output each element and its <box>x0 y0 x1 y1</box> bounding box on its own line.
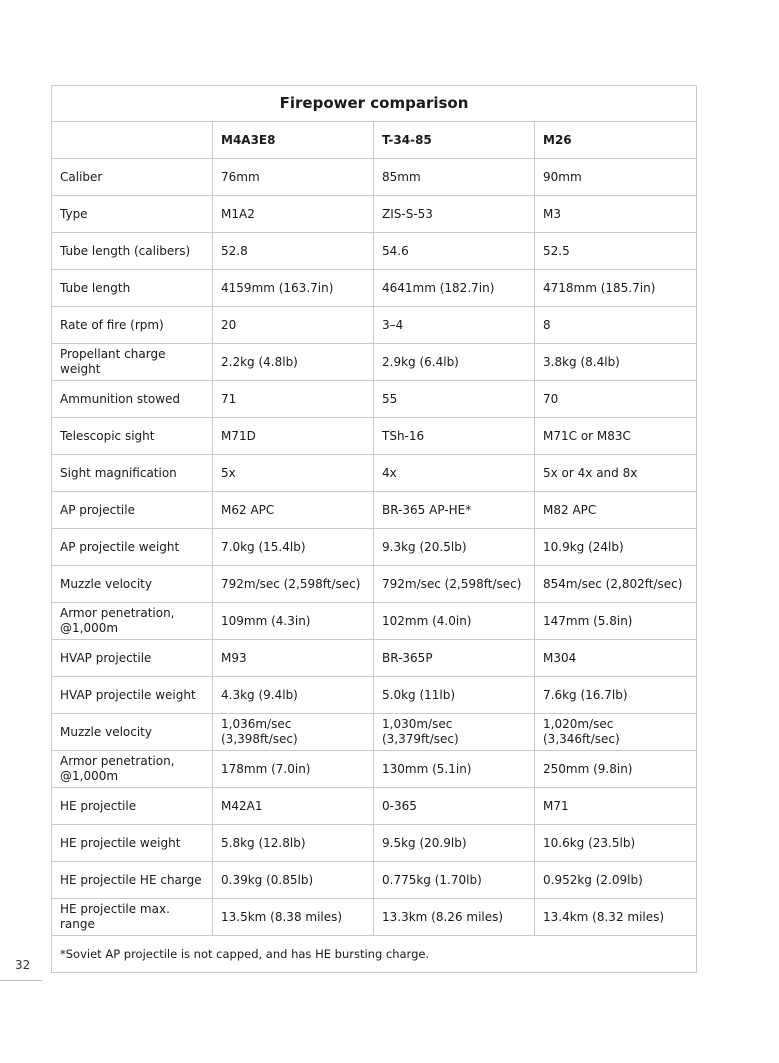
table-row <box>52 196 697 233</box>
column-header-m26: M26 <box>535 122 697 159</box>
row-label-cell: HE projectile max. range <box>52 899 213 936</box>
value-cell: 5x <box>213 455 374 492</box>
value-cell: 71 <box>213 381 374 418</box>
table-row <box>52 862 697 899</box>
value-cell: M71C or M83C <box>535 418 697 455</box>
value-cell: 13.5km (8.38 miles) <box>213 899 374 936</box>
value-cell: 4x <box>374 455 535 492</box>
value-cell: M1A2 <box>213 196 374 233</box>
value-cell: 85mm <box>374 159 535 196</box>
value-cell: 52.8 <box>213 233 374 270</box>
row-label-cell: Type <box>52 196 213 233</box>
footnote: *Soviet AP projectile is not capped, and has HE bursting charge. <box>52 936 697 973</box>
value-cell: 178mm (7.0in) <box>213 751 374 788</box>
page-number-rule <box>0 980 42 981</box>
table-row <box>52 307 697 344</box>
value-cell: 3.8kg (8.4lb) <box>535 344 697 381</box>
value-cell: 20 <box>213 307 374 344</box>
table-row <box>52 529 697 566</box>
row-label-cell: AP projectile weight <box>52 529 213 566</box>
value-cell: 102mm (4.0in) <box>374 603 535 640</box>
value-cell: 0-365 <box>374 788 535 825</box>
table-row <box>52 492 697 529</box>
value-cell: 1,020m/sec (3,346ft/sec) <box>535 714 697 751</box>
table-row <box>52 159 697 196</box>
table-row <box>52 270 697 307</box>
row-label-cell: Rate of fire (rpm) <box>52 307 213 344</box>
table-row <box>52 381 697 418</box>
row-label-cell: Armor penetration, @1,000m <box>52 603 213 640</box>
table-body <box>52 159 697 936</box>
table-row <box>52 566 697 603</box>
table-row <box>52 640 697 677</box>
value-cell: 5.0kg (11lb) <box>374 677 535 714</box>
row-label-cell: Telescopic sight <box>52 418 213 455</box>
value-cell: 250mm (9.8in) <box>535 751 697 788</box>
value-cell: 3–4 <box>374 307 535 344</box>
value-cell: 55 <box>374 381 535 418</box>
value-cell: M71 <box>535 788 697 825</box>
table-row <box>52 825 697 862</box>
value-cell: 4.3kg (9.4lb) <box>213 677 374 714</box>
value-cell: 10.6kg (23.5lb) <box>535 825 697 862</box>
row-label-cell: HE projectile <box>52 788 213 825</box>
value-cell: 5.8kg (12.8lb) <box>213 825 374 862</box>
value-cell: BR-365P <box>374 640 535 677</box>
row-label-cell: Muzzle velocity <box>52 566 213 603</box>
value-cell: 0.775kg (1.70lb) <box>374 862 535 899</box>
value-cell: 9.3kg (20.5lb) <box>374 529 535 566</box>
row-label-cell: Tube length (calibers) <box>52 233 213 270</box>
value-cell: ZIS-S-53 <box>374 196 535 233</box>
value-cell: 1,030m/sec (3,379ft/sec) <box>374 714 535 751</box>
row-label-cell: Sight magnification <box>52 455 213 492</box>
value-cell: 90mm <box>535 159 697 196</box>
value-cell: M42A1 <box>213 788 374 825</box>
row-label-cell: HE projectile weight <box>52 825 213 862</box>
value-cell: 52.5 <box>535 233 697 270</box>
row-label-cell: HE projectile HE charge <box>52 862 213 899</box>
row-label-cell: Caliber <box>52 159 213 196</box>
value-cell: 1,036m/sec (3,398ft/sec) <box>213 714 374 751</box>
value-cell: 13.4km (8.32 miles) <box>535 899 697 936</box>
table-title-row <box>52 86 697 122</box>
table-row <box>52 603 697 640</box>
table-row <box>52 233 697 270</box>
value-cell: M93 <box>213 640 374 677</box>
row-label-cell: HVAP projectile weight <box>52 677 213 714</box>
value-cell: 10.9kg (24lb) <box>535 529 697 566</box>
firepower-table-container <box>51 85 696 973</box>
value-cell: 13.3km (8.26 miles) <box>374 899 535 936</box>
row-label-cell: Propellant charge weight <box>52 344 213 381</box>
value-cell: M82 APC <box>535 492 697 529</box>
value-cell: 54.6 <box>374 233 535 270</box>
table-row <box>52 751 697 788</box>
value-cell: 76mm <box>213 159 374 196</box>
value-cell: M3 <box>535 196 697 233</box>
column-header-m4a3e8: M4A3E8 <box>213 122 374 159</box>
value-cell: 70 <box>535 381 697 418</box>
column-header-blank <box>52 122 213 159</box>
table-row <box>52 455 697 492</box>
value-cell: 4641mm (182.7in) <box>374 270 535 307</box>
value-cell: 2.9kg (6.4lb) <box>374 344 535 381</box>
page-number: 32 <box>15 958 31 972</box>
row-label-cell: Tube length <box>52 270 213 307</box>
value-cell: 5x or 4x and 8x <box>535 455 697 492</box>
value-cell: 7.6kg (16.7lb) <box>535 677 697 714</box>
row-label-cell: AP projectile <box>52 492 213 529</box>
row-label-cell: Armor penetration, @1,000m <box>52 751 213 788</box>
value-cell: 792m/sec (2,598ft/sec) <box>213 566 374 603</box>
value-cell: 792m/sec (2,598ft/sec) <box>374 566 535 603</box>
value-cell: BR-365 AP-HE* <box>374 492 535 529</box>
row-label-cell: Muzzle velocity <box>52 714 213 751</box>
table-row <box>52 344 697 381</box>
value-cell: 854m/sec (2,802ft/sec) <box>535 566 697 603</box>
value-cell: 2.2kg (4.8lb) <box>213 344 374 381</box>
value-cell: 0.952kg (2.09lb) <box>535 862 697 899</box>
value-cell: 109mm (4.3in) <box>213 603 374 640</box>
value-cell: 147mm (5.8in) <box>535 603 697 640</box>
column-header-row <box>52 122 697 159</box>
table-row <box>52 788 697 825</box>
value-cell: 130mm (5.1in) <box>374 751 535 788</box>
value-cell: 8 <box>535 307 697 344</box>
value-cell: M71D <box>213 418 374 455</box>
firepower-comparison-table <box>51 85 697 973</box>
value-cell: 4159mm (163.7in) <box>213 270 374 307</box>
row-label-cell: Ammunition stowed <box>52 381 213 418</box>
column-header-t34-85: T-34-85 <box>374 122 535 159</box>
value-cell: M62 APC <box>213 492 374 529</box>
value-cell: TSh-16 <box>374 418 535 455</box>
value-cell: 7.0kg (15.4lb) <box>213 529 374 566</box>
table-row <box>52 677 697 714</box>
table-row <box>52 899 697 936</box>
value-cell: M304 <box>535 640 697 677</box>
row-label-cell: HVAP projectile <box>52 640 213 677</box>
table-row <box>52 418 697 455</box>
value-cell: 4718mm (185.7in) <box>535 270 697 307</box>
value-cell: 0.39kg (0.85lb) <box>213 862 374 899</box>
table-title: Firepower comparison <box>52 86 697 122</box>
table-row <box>52 714 697 751</box>
footnote-row <box>52 936 697 973</box>
value-cell: 9.5kg (20.9lb) <box>374 825 535 862</box>
